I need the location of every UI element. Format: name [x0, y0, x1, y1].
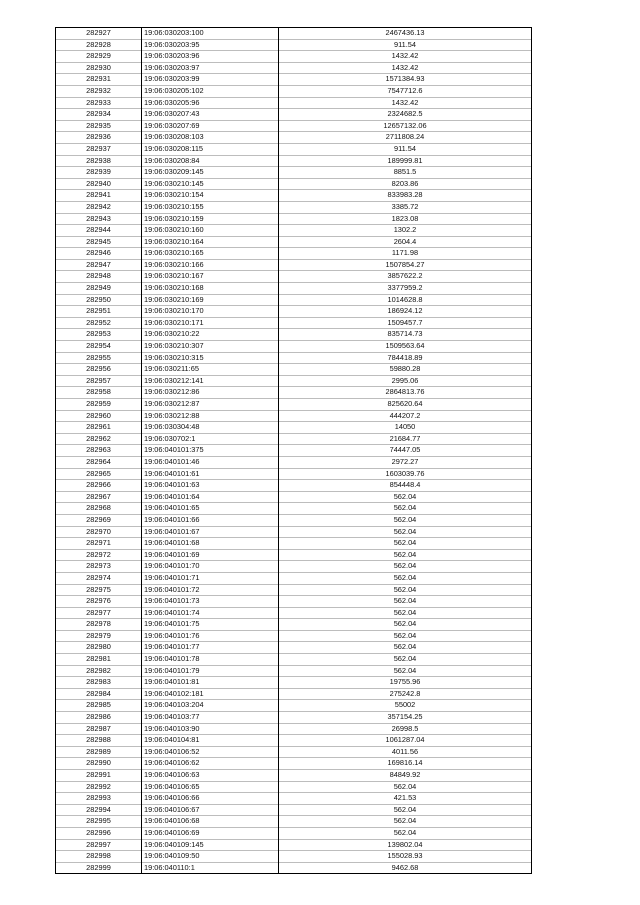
table-row	[56, 132, 532, 144]
table-row	[56, 758, 532, 770]
row-number-cell: 282928	[56, 39, 142, 51]
cadastral-value-cell: 562.04	[279, 549, 532, 561]
cadastral-number-cell: 19:06:040104:81	[142, 735, 279, 747]
cadastral-value-cell: 2972.27	[279, 456, 532, 468]
table-row	[56, 723, 532, 735]
cadastral-number-cell: 19:06:030210:167	[142, 271, 279, 283]
table-row	[56, 804, 532, 816]
cadastral-value-cell: 562.04	[279, 781, 532, 793]
table-row	[56, 827, 532, 839]
row-number-cell: 282976	[56, 596, 142, 608]
cadastral-value-cell: 9462.68	[279, 862, 532, 874]
cadastral-value-cell: 7547712.6	[279, 85, 532, 97]
cadastral-number-cell: 19:06:040101:63	[142, 480, 279, 492]
row-number-cell: 282962	[56, 433, 142, 445]
cadastral-number-cell: 19:06:040103:90	[142, 723, 279, 735]
cadastral-number-cell: 19:06:040101:77	[142, 642, 279, 654]
row-number-cell: 282969	[56, 514, 142, 526]
cadastral-number-cell: 19:06:030210:166	[142, 259, 279, 271]
table-row	[56, 317, 532, 329]
table-row	[56, 155, 532, 167]
table-row	[56, 341, 532, 353]
cadastral-value-cell: 562.04	[279, 584, 532, 596]
table-row	[56, 735, 532, 747]
table-row	[56, 526, 532, 538]
table-row	[56, 294, 532, 306]
cadastral-value-cell: 562.04	[279, 596, 532, 608]
cadastral-number-cell: 19:06:040101:71	[142, 572, 279, 584]
cadastral-number-cell: 19:06:040101:72	[142, 584, 279, 596]
table-row	[56, 642, 532, 654]
table-row	[56, 572, 532, 584]
row-number-cell: 282985	[56, 700, 142, 712]
cadastral-number-cell: 19:06:030304:48	[142, 422, 279, 434]
cadastral-number-cell: 19:06:040106:52	[142, 746, 279, 758]
table-row	[56, 456, 532, 468]
cadastral-value-cell: 562.04	[279, 491, 532, 503]
row-number-cell: 282986	[56, 712, 142, 724]
table-row	[56, 480, 532, 492]
cadastral-number-cell: 19:06:030203:97	[142, 62, 279, 74]
cadastral-value-cell: 74447.05	[279, 445, 532, 457]
cadastral-value-cell: 562.04	[279, 526, 532, 538]
cadastral-number-cell: 19:06:030210:155	[142, 201, 279, 213]
cadastral-value-cell: 1509563.64	[279, 341, 532, 353]
table-row	[56, 248, 532, 260]
cadastral-number-cell: 19:06:040101:76	[142, 630, 279, 642]
row-number-cell: 282970	[56, 526, 142, 538]
cadastral-number-cell: 19:06:030205:102	[142, 85, 279, 97]
table-row	[56, 793, 532, 805]
table-row	[56, 712, 532, 724]
cadastral-value-cell: 911.54	[279, 39, 532, 51]
row-number-cell: 282956	[56, 364, 142, 376]
row-number-cell: 282953	[56, 329, 142, 341]
row-number-cell: 282935	[56, 120, 142, 132]
row-number-cell: 282994	[56, 804, 142, 816]
cadastral-number-cell: 19:06:040101:66	[142, 514, 279, 526]
row-number-cell: 282948	[56, 271, 142, 283]
cadastral-number-cell: 19:06:030212:87	[142, 399, 279, 411]
row-number-cell: 282930	[56, 62, 142, 74]
cadastral-value-cell: 26998.5	[279, 723, 532, 735]
table-row	[56, 283, 532, 295]
row-number-cell: 282946	[56, 248, 142, 260]
table-row	[56, 862, 532, 874]
cadastral-value-cell: 1432.42	[279, 62, 532, 74]
row-number-cell: 282947	[56, 259, 142, 271]
table-body	[56, 28, 532, 874]
row-number-cell: 282961	[56, 422, 142, 434]
row-number-cell: 282932	[56, 85, 142, 97]
cadastral-value-cell: 2604.4	[279, 236, 532, 248]
row-number-cell: 282975	[56, 584, 142, 596]
cadastral-value-cell: 19755.96	[279, 677, 532, 689]
row-number-cell: 282940	[56, 178, 142, 190]
cadastral-number-cell: 19:06:040101:78	[142, 654, 279, 666]
cadastral-number-cell: 19:06:030207:43	[142, 109, 279, 121]
row-number-cell: 282945	[56, 236, 142, 248]
table-row	[56, 596, 532, 608]
cadastral-number-cell: 19:06:040101:79	[142, 665, 279, 677]
row-number-cell: 282942	[56, 201, 142, 213]
table-row	[56, 781, 532, 793]
cadastral-number-cell: 19:06:030210:165	[142, 248, 279, 260]
table-row	[56, 225, 532, 237]
cadastral-number-cell: 19:06:030203:95	[142, 39, 279, 51]
row-number-cell: 282991	[56, 770, 142, 782]
cadastral-value-cell: 1014628.8	[279, 294, 532, 306]
cadastral-number-cell: 19:06:040106:63	[142, 770, 279, 782]
table-row	[56, 178, 532, 190]
table-row	[56, 514, 532, 526]
row-number-cell: 282933	[56, 97, 142, 109]
row-number-cell: 282943	[56, 213, 142, 225]
cadastral-value-cell: 1302.2	[279, 225, 532, 237]
cadastral-number-cell: 19:06:030212:88	[142, 410, 279, 422]
table-row	[56, 387, 532, 399]
table-row	[56, 201, 532, 213]
cadastral-value-cell: 444207.2	[279, 410, 532, 422]
table-row	[56, 62, 532, 74]
cadastral-value-cell: 1061287.04	[279, 735, 532, 747]
table-row	[56, 700, 532, 712]
cadastral-value-cell: 562.04	[279, 561, 532, 573]
table-row	[56, 74, 532, 86]
table-row	[56, 143, 532, 155]
table-row	[56, 491, 532, 503]
cadastral-value-cell: 562.04	[279, 665, 532, 677]
cadastral-value-cell: 2467436.13	[279, 28, 532, 40]
table-row	[56, 39, 532, 51]
cadastral-value-cell: 1171.98	[279, 248, 532, 260]
cadastral-value-cell: 275242.8	[279, 688, 532, 700]
cadastral-value-cell: 1571384.93	[279, 74, 532, 86]
cadastral-value-cell: 4011.56	[279, 746, 532, 758]
cadastral-number-cell: 19:06:040106:69	[142, 827, 279, 839]
cadastral-number-cell: 19:06:040101:73	[142, 596, 279, 608]
cadastral-number-cell: 19:06:030210:171	[142, 317, 279, 329]
row-number-cell: 282995	[56, 816, 142, 828]
cadastral-value-cell: 562.04	[279, 654, 532, 666]
cadastral-value-cell: 562.04	[279, 538, 532, 550]
table-row	[56, 677, 532, 689]
row-number-cell: 282941	[56, 190, 142, 202]
cadastral-number-cell: 19:06:040101:70	[142, 561, 279, 573]
cadastral-value-cell: 784418.89	[279, 352, 532, 364]
cadastral-value-cell: 562.04	[279, 514, 532, 526]
cadastral-number-cell: 19:06:030203:100	[142, 28, 279, 40]
cadastral-number-cell: 19:06:030209:145	[142, 167, 279, 179]
table-row	[56, 236, 532, 248]
cadastral-number-cell: 19:06:040101:69	[142, 549, 279, 561]
table-row	[56, 619, 532, 631]
cadastral-value-cell: 1823.08	[279, 213, 532, 225]
row-number-cell: 282952	[56, 317, 142, 329]
row-number-cell: 282988	[56, 735, 142, 747]
table-row	[56, 167, 532, 179]
cadastral-number-cell: 19:06:040101:81	[142, 677, 279, 689]
cadastral-number-cell: 19:06:040103:77	[142, 712, 279, 724]
cadastral-value-cell: 8851.5	[279, 167, 532, 179]
cadastral-value-cell: 12657132.06	[279, 120, 532, 132]
cadastral-value-cell: 1509457.7	[279, 317, 532, 329]
cadastral-number-cell: 19:06:040101:64	[142, 491, 279, 503]
cadastral-value-cell: 2324682.5	[279, 109, 532, 121]
row-number-cell: 282980	[56, 642, 142, 654]
cadastral-value-cell: 169816.14	[279, 758, 532, 770]
row-number-cell: 282973	[56, 561, 142, 573]
cadastral-number-cell: 19:06:040101:61	[142, 468, 279, 480]
cadastral-number-cell: 19:06:040101:46	[142, 456, 279, 468]
cadastral-number-cell: 19:06:040101:67	[142, 526, 279, 538]
row-number-cell: 282939	[56, 167, 142, 179]
row-number-cell: 282972	[56, 549, 142, 561]
cadastral-number-cell: 19:06:030212:141	[142, 375, 279, 387]
cadastral-value-cell: 562.04	[279, 642, 532, 654]
cadastral-value-cell: 1603039.76	[279, 468, 532, 480]
row-number-cell: 282979	[56, 630, 142, 642]
cadastral-number-cell: 19:06:030210:145	[142, 178, 279, 190]
cadastral-value-cell: 357154.25	[279, 712, 532, 724]
table-row	[56, 85, 532, 97]
cadastral-number-cell: 19:06:040106:62	[142, 758, 279, 770]
cadastral-value-cell: 562.04	[279, 816, 532, 828]
cadastral-value-cell: 186924.12	[279, 306, 532, 318]
row-number-cell: 282981	[56, 654, 142, 666]
row-number-cell: 282954	[56, 341, 142, 353]
row-number-cell: 282936	[56, 132, 142, 144]
table-row	[56, 549, 532, 561]
table-row	[56, 51, 532, 63]
cadastral-number-cell: 19:06:030702:1	[142, 433, 279, 445]
cadastral-value-cell: 1432.42	[279, 97, 532, 109]
cadastral-number-cell: 19:06:030208:84	[142, 155, 279, 167]
row-number-cell: 282934	[56, 109, 142, 121]
row-number-cell: 282937	[56, 143, 142, 155]
row-number-cell: 282938	[56, 155, 142, 167]
table-row	[56, 259, 532, 271]
table-row	[56, 399, 532, 411]
cadastral-value-cell: 825620.64	[279, 399, 532, 411]
cadastral-number-cell: 19:06:040106:65	[142, 781, 279, 793]
row-number-cell: 282974	[56, 572, 142, 584]
cadastral-value-cell: 562.04	[279, 572, 532, 584]
table-row	[56, 97, 532, 109]
cadastral-number-cell: 19:06:030205:96	[142, 97, 279, 109]
cadastral-value-cell: 3377959.2	[279, 283, 532, 295]
cadastral-number-cell: 19:06:030210:315	[142, 352, 279, 364]
cadastral-number-cell: 19:06:030210:170	[142, 306, 279, 318]
cadastral-value-cell: 562.04	[279, 827, 532, 839]
cadastral-value-cell: 155028.93	[279, 851, 532, 863]
row-number-cell: 282971	[56, 538, 142, 550]
row-number-cell: 282977	[56, 607, 142, 619]
row-number-cell: 282960	[56, 410, 142, 422]
table-row	[56, 410, 532, 422]
table-row	[56, 839, 532, 851]
row-number-cell: 282989	[56, 746, 142, 758]
cadastral-value-cell: 562.04	[279, 619, 532, 631]
cadastral-number-cell: 19:06:040103:204	[142, 700, 279, 712]
cadastral-number-cell: 19:06:030212:86	[142, 387, 279, 399]
row-number-cell: 282996	[56, 827, 142, 839]
table-row	[56, 109, 532, 121]
cadastral-number-cell: 19:06:040101:74	[142, 607, 279, 619]
table-row	[56, 329, 532, 341]
cadastral-value-cell: 1432.42	[279, 51, 532, 63]
row-number-cell: 282987	[56, 723, 142, 735]
cadastral-number-cell: 19:06:030210:154	[142, 190, 279, 202]
cadastral-value-cell: 562.04	[279, 804, 532, 816]
cadastral-value-cell: 55002	[279, 700, 532, 712]
cadastral-value-cell: 562.04	[279, 607, 532, 619]
cadastral-number-cell: 19:06:030208:103	[142, 132, 279, 144]
cadastral-value-cell: 3857622.2	[279, 271, 532, 283]
cadastral-number-cell: 19:06:040110:1	[142, 862, 279, 874]
cadastral-value-cell: 2864813.76	[279, 387, 532, 399]
row-number-cell: 282982	[56, 665, 142, 677]
cadastral-number-cell: 19:06:040106:68	[142, 816, 279, 828]
row-number-cell: 282984	[56, 688, 142, 700]
table-row	[56, 561, 532, 573]
table-row	[56, 445, 532, 457]
cadastral-number-cell: 19:06:030210:169	[142, 294, 279, 306]
cadastral-number-cell: 19:06:040101:375	[142, 445, 279, 457]
cadastral-value-cell: 562.04	[279, 503, 532, 515]
row-number-cell: 282997	[56, 839, 142, 851]
cadastral-value-cell: 2711808.24	[279, 132, 532, 144]
row-number-cell: 282999	[56, 862, 142, 874]
cadastral-number-cell: 19:06:030210:22	[142, 329, 279, 341]
table-row	[56, 770, 532, 782]
table-row	[56, 28, 532, 40]
cadastral-value-cell: 189999.81	[279, 155, 532, 167]
row-number-cell: 282955	[56, 352, 142, 364]
row-number-cell: 282958	[56, 387, 142, 399]
table-row	[56, 433, 532, 445]
table-row	[56, 422, 532, 434]
cadastral-number-cell: 19:06:040106:67	[142, 804, 279, 816]
table-row	[56, 120, 532, 132]
cadastral-number-cell: 19:06:030210:160	[142, 225, 279, 237]
table-row	[56, 665, 532, 677]
table-row	[56, 271, 532, 283]
cadastral-number-cell: 19:06:040101:65	[142, 503, 279, 515]
cadastral-value-cell: 2995.06	[279, 375, 532, 387]
table-row	[56, 538, 532, 550]
cadastral-value-cell: 59880.28	[279, 364, 532, 376]
row-number-cell: 282957	[56, 375, 142, 387]
cadastral-number-cell: 19:06:030211:65	[142, 364, 279, 376]
table-row	[56, 746, 532, 758]
table-row	[56, 364, 532, 376]
cadastral-number-cell: 19:06:040101:68	[142, 538, 279, 550]
cadastral-value-cell: 562.04	[279, 630, 532, 642]
row-number-cell: 282949	[56, 283, 142, 295]
cadastral-value-cell: 84849.92	[279, 770, 532, 782]
cadastral-value-cell: 421.53	[279, 793, 532, 805]
table-row	[56, 503, 532, 515]
cadastral-number-cell: 19:06:030203:96	[142, 51, 279, 63]
cadastral-number-cell: 19:06:040109:145	[142, 839, 279, 851]
row-number-cell: 282927	[56, 28, 142, 40]
table-row	[56, 352, 532, 364]
row-number-cell: 282944	[56, 225, 142, 237]
cadastral-number-cell: 19:06:040106:66	[142, 793, 279, 805]
cadastral-number-cell: 19:06:030208:115	[142, 143, 279, 155]
table-row	[56, 213, 532, 225]
row-number-cell: 282965	[56, 468, 142, 480]
table-row	[56, 816, 532, 828]
row-number-cell: 282992	[56, 781, 142, 793]
table-row	[56, 306, 532, 318]
row-number-cell: 282959	[56, 399, 142, 411]
table-row	[56, 688, 532, 700]
table-row	[56, 375, 532, 387]
cadastral-value-cell: 14050	[279, 422, 532, 434]
row-number-cell: 282983	[56, 677, 142, 689]
table-row	[56, 607, 532, 619]
table-row	[56, 584, 532, 596]
row-number-cell: 282950	[56, 294, 142, 306]
table-row	[56, 851, 532, 863]
cadastral-number-cell: 19:06:030210:307	[142, 341, 279, 353]
cadastral-number-cell: 19:06:030210:168	[142, 283, 279, 295]
row-number-cell: 282931	[56, 74, 142, 86]
table-row	[56, 190, 532, 202]
cadastral-number-cell: 19:06:040109:50	[142, 851, 279, 863]
row-number-cell: 282968	[56, 503, 142, 515]
cadastral-value-cell: 854448.4	[279, 480, 532, 492]
cadastral-number-cell: 19:06:040102:181	[142, 688, 279, 700]
row-number-cell: 282966	[56, 480, 142, 492]
cadastral-value-table	[55, 27, 532, 874]
cadastral-number-cell: 19:06:040101:75	[142, 619, 279, 631]
row-number-cell: 282951	[56, 306, 142, 318]
row-number-cell: 282998	[56, 851, 142, 863]
table-row	[56, 468, 532, 480]
cadastral-value-cell: 835714.73	[279, 329, 532, 341]
cadastral-value-cell: 833983.28	[279, 190, 532, 202]
cadastral-value-cell: 911.54	[279, 143, 532, 155]
cadastral-value-cell: 21684.77	[279, 433, 532, 445]
cadastral-value-cell: 1507854.27	[279, 259, 532, 271]
cadastral-number-cell: 19:06:030210:159	[142, 213, 279, 225]
row-number-cell: 282929	[56, 51, 142, 63]
cadastral-number-cell: 19:06:030207:69	[142, 120, 279, 132]
row-number-cell: 282990	[56, 758, 142, 770]
row-number-cell: 282993	[56, 793, 142, 805]
row-number-cell: 282964	[56, 456, 142, 468]
row-number-cell: 282967	[56, 491, 142, 503]
cadastral-value-cell: 3385.72	[279, 201, 532, 213]
row-number-cell: 282963	[56, 445, 142, 457]
cadastral-value-cell: 139802.04	[279, 839, 532, 851]
cadastral-number-cell: 19:06:030203:99	[142, 74, 279, 86]
cadastral-number-cell: 19:06:030210:164	[142, 236, 279, 248]
row-number-cell: 282978	[56, 619, 142, 631]
table-row	[56, 654, 532, 666]
table-row	[56, 630, 532, 642]
cadastral-value-cell: 8203.86	[279, 178, 532, 190]
